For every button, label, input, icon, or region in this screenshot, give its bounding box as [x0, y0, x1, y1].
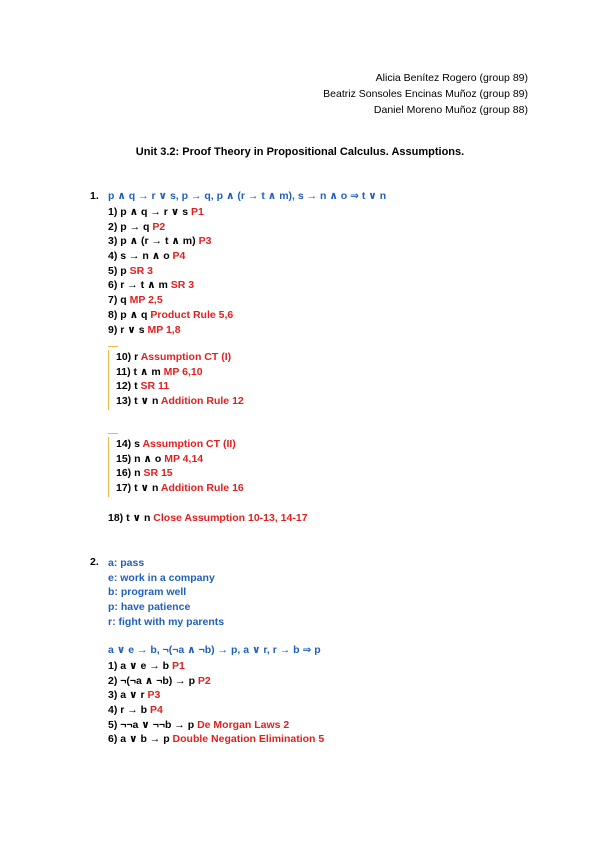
proof-line: 10) r Assumption CT (I)	[116, 351, 232, 363]
assumption-block-1	[108, 350, 244, 410]
proof-line: 13) t ∨ n Addition Rule 12	[116, 395, 244, 408]
proof-lines	[108, 205, 233, 337]
proof-line: 3) p ∧ (r → t ∧ m) P3	[108, 235, 212, 248]
assumption-bar	[108, 350, 109, 410]
proof-line: 1) a ∨ e → b P1	[108, 660, 185, 672]
proof-line: 3) a ∨ r P3	[108, 689, 161, 702]
exercise-number: 1.	[90, 190, 99, 202]
assumption-bar	[108, 437, 109, 497]
assumption-block-2	[108, 437, 244, 497]
exercise-statement: p ∧ q → r ∨ s, p → q, p ∧ (r → t ∧ m), s → n ∧ o ⇒ t ∨ n	[108, 190, 387, 202]
proof-line: 1) p ∧ q → r ∨ s P1	[108, 206, 204, 218]
proof-line: 2) p → q P2	[108, 220, 166, 233]
assumption-tick	[108, 433, 118, 434]
definition-item: e: work in a company	[108, 571, 215, 584]
definitions-list	[108, 556, 224, 629]
proof-line: 11) t ∧ m MP 6,10	[116, 365, 203, 378]
definition-item: b: program well	[108, 586, 187, 599]
proof-line: 16) n SR 15	[116, 467, 173, 480]
exercise-number: 2.	[90, 556, 99, 568]
exercise-statement: a ∨ e → b, ¬(¬a ∧ ¬b) → p, a ∨ r, r → b ⇒ p	[108, 644, 321, 656]
proof-line: 14) s Assumption CT (II)	[116, 438, 236, 450]
proof-line: 5) ¬¬a ∨ ¬¬b → p De Morgan Laws 2	[108, 718, 290, 731]
proof-line: 6) r → t ∧ m SR 3	[108, 279, 195, 292]
proof-line: 7) q MP 2,5	[108, 294, 163, 307]
page-title: Unit 3.2: Proof Theory in Propositional Calculus. Assumptions.	[135, 146, 465, 158]
proof-line: 9) r ∨ s MP 1,8	[108, 323, 181, 336]
proof-line: 17) t ∨ n Addition Rule 16	[116, 482, 244, 495]
proof-line: 8) p ∧ q Product Rule 5,6	[108, 308, 234, 321]
author-3: Daniel Moreno Muñoz (group 88)	[373, 104, 528, 116]
author-1: Alicia Benítez Rogero (group 89)	[375, 72, 528, 84]
proof-line: 2) ¬(¬a ∧ ¬b) → p P2	[108, 674, 211, 687]
proof-line: 12) t SR 11	[116, 380, 170, 393]
authors-block	[323, 70, 528, 118]
definition-item: a: pass	[108, 557, 145, 569]
proof-line: 15) n ∧ o MP 4,14	[116, 452, 204, 465]
proof-line: 4) s → n ∧ o P4	[108, 250, 186, 263]
proof-lines	[108, 659, 324, 747]
assumption-tick	[108, 346, 118, 347]
conclusion-line: 18) t ∨ n Close Assumption 10-13, 14-17	[108, 512, 308, 524]
proof-line: 4) r → b P4	[108, 704, 163, 717]
proof-line: 6) a ∨ b → p Double Negation Elimination 5	[108, 733, 325, 746]
definition-item: r: fight with my parents	[108, 615, 225, 628]
proof-line: 5) p SR 3	[108, 264, 153, 277]
author-2: Beatriz Sonsoles Encinas Muñoz (group 89)	[323, 88, 528, 100]
definition-item: p: have patience	[108, 601, 191, 614]
